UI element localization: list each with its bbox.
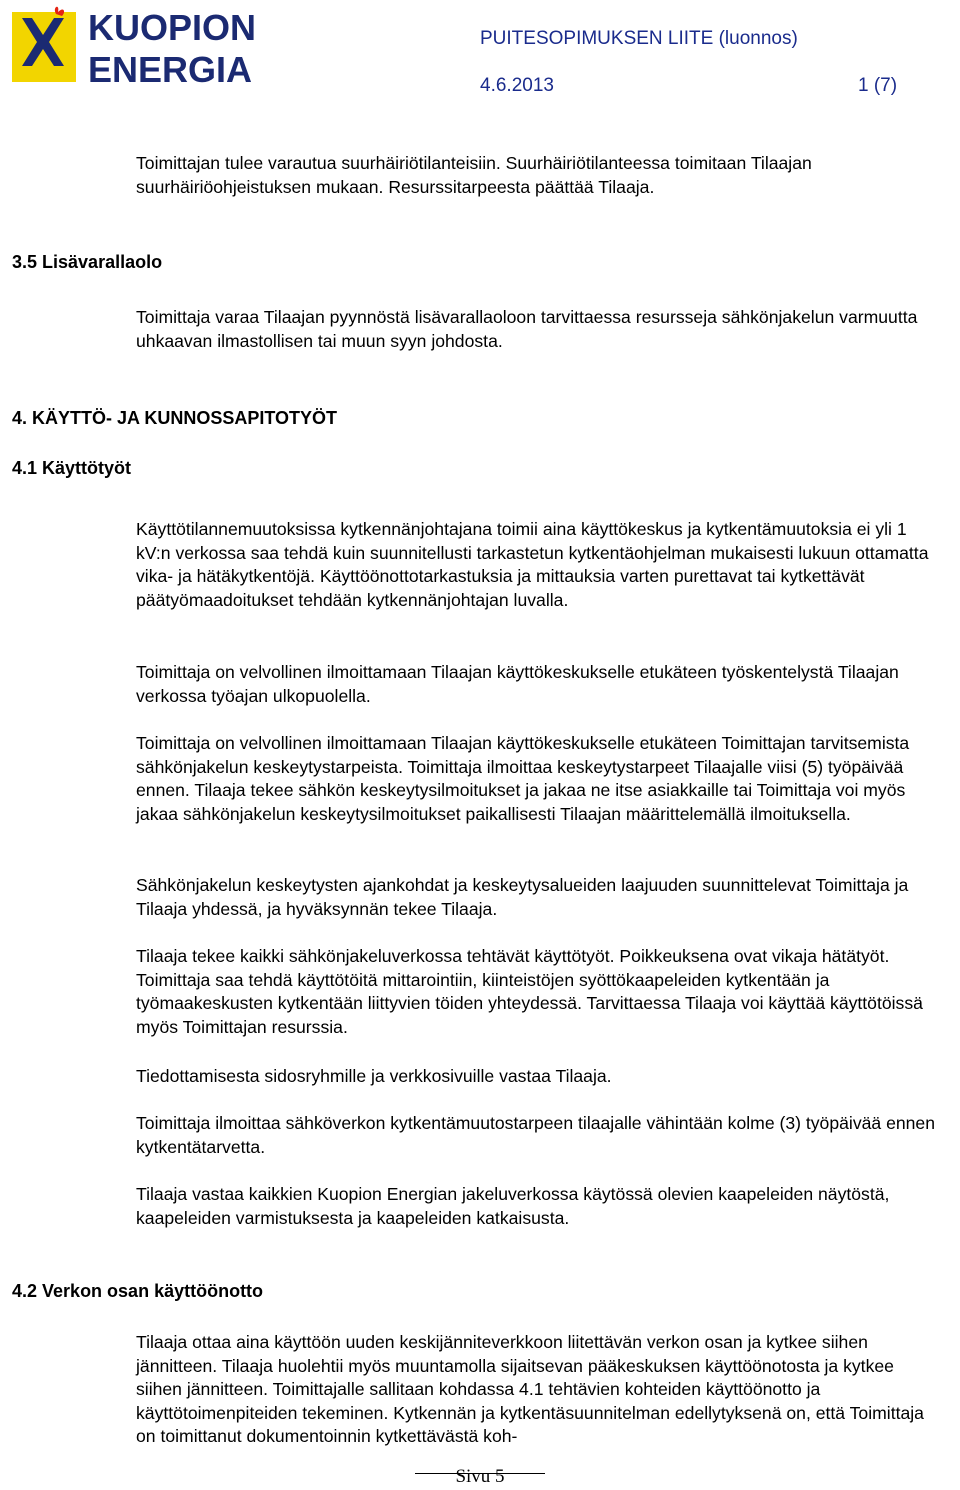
heading-3-5: 3.5 Lisävarallaolo (12, 252, 163, 272)
paragraph-4-1-h: Tilaaja vastaa kaikkien Kuopion Energian jakeluverkossa käytössä olevien kaapeleiden näytöstä, kaapeleiden varmistuksesta ja kaapeleiden katkaisusta. (136, 1184, 890, 1228)
logo-text-line1: KUOPION (88, 7, 257, 48)
paragraph-4-1-e: Tilaaja tekee kaikki sähkönjakeluverkossa tehtävät käyttötyöt. Poikkeuksena ovat vikaja hätätyöt. Toimittaja saa tehdä käyttötöitä mittarointiin, kiinteistöjen syöttökaapeleiden kytkentään ja työmaakeskusten kytkentään liittyvien töiden yhteydessä. Tarvittaessa Tilaaja voi käyttää käyttötöissä myös Toimittajan resurssia. (136, 946, 923, 1037)
paragraph-4-1-c: Toimittaja on velvollinen ilmoittamaan Tilaajan käyttökeskukselle etukäteen Toimittajan tarvitsemista sähkönjakelun keskeytystarpeista. Toimittaja ilmoittaa keskeytystarpeet Tilaajalle viisi (5) työpäivää ennen. Tilaaja tekee sähkön keskeytysilmoitukset ja jakaa ne itse asiakkaille tai Toimittaja voi myös jakaa sähkönjakelun keskeytysilmoitukset paikallisesti Tilaajan määrittelemällä ilmoituksella. (136, 733, 910, 824)
paragraph-4-1-b: Toimittaja on velvollinen ilmoittamaan Tilaajan käyttökeskukselle etukäteen työskentelystä Tilaajan verkossa työajan ulkopuolella. (136, 662, 899, 706)
page-counter: 1 (7) (858, 75, 898, 96)
paragraph-4-1-g: Toimittaja ilmoittaa sähköverkon kytkentämuutostarpeen tilaajalle vähintään kolme (3) työpäivää ennen kytkentätarvetta. (136, 1113, 936, 1157)
logo-text-line2: ENERGIA (88, 49, 253, 86)
paragraph-intro: Toimittajan tulee varautua suurhäiriötilanteisiin. Suurhäiriötilanteessa toimitaan Tilaajan suurhäiriöohjeistuksen mukaan. Resurssitarpeesta päättää Tilaaja. (136, 153, 812, 197)
footer-page-label: Sivu 5 (455, 1466, 505, 1487)
paragraph-4-1-a: Käyttötilannemuutoksissa kytkennänjohtajana toimii aina käyttökeskus ja kytkentämuutoksia ei yli 1 kV:n verkossa saa tehdä kuin suunnitellusti tarkastetun kytkentäohjelman mukaisesti lukuun ottamatta vika- ja hätäkytkentöjä. Käyttöönottotarkastuksia ja mittauksia varten purettavat tai kytkettävät päätyömaadoitukset tehdään kytkennänjohtajan luvalla. (136, 519, 929, 610)
heading-4-1: 4.1 Käyttötyöt (12, 458, 132, 478)
kuopion-energia-logo (12, 4, 264, 86)
document-date: 4.6.2013 (480, 75, 554, 96)
paragraph-3-5: Toimittaja varaa Tilaajan pyynnöstä lisävarallaoloon tarvittaessa resursseja sähkönjakelun varmuutta uhkaavan ilmastollisen tai muun syyn johdosta. (136, 307, 918, 351)
document-title: PUITESOPIMUKSEN LIITE (luonnos) (480, 28, 798, 49)
heading-4-2: 4.2 Verkon osan käyttöönotto (12, 1281, 264, 1301)
paragraph-4-1-f: Tiedottamisesta sidosryhmille ja verkkosivuille vastaa Tilaaja. (136, 1066, 612, 1086)
paragraph-4-2: Tilaaja ottaa aina käyttöön uuden keskijänniteverkkoon liitettävän verkon osan ja kytkee siihen jännitteen. Tilaaja huolehtii myös muuntamolla sijaitsevan pääkeskuksen käyttöönotosta ja kytkee siihen jännitteen. Toimittajalle sallitaan kohdassa 4.1 tehtävien kohteiden käyttöönotto ja käyttötoimenpiteiden tekeminen. Kytkennän ja kytkentäsuunnitelman edellytyksenä on, että Toimittaja on toimittanut dokumentoinnin kytkettävästä koh- (136, 1332, 924, 1447)
paragraph-4-1-d: Sähkönjakelun keskeytysten ajankohdat ja keskeytysalueiden laajuuden suunnittelevat Toimittaja ja Tilaaja yhdessä, ja hyväksynnän tekee Tilaaja. (136, 875, 909, 919)
heading-4: 4. KÄYTTÖ- JA KUNNOSSAPITOTYÖT (12, 408, 338, 428)
